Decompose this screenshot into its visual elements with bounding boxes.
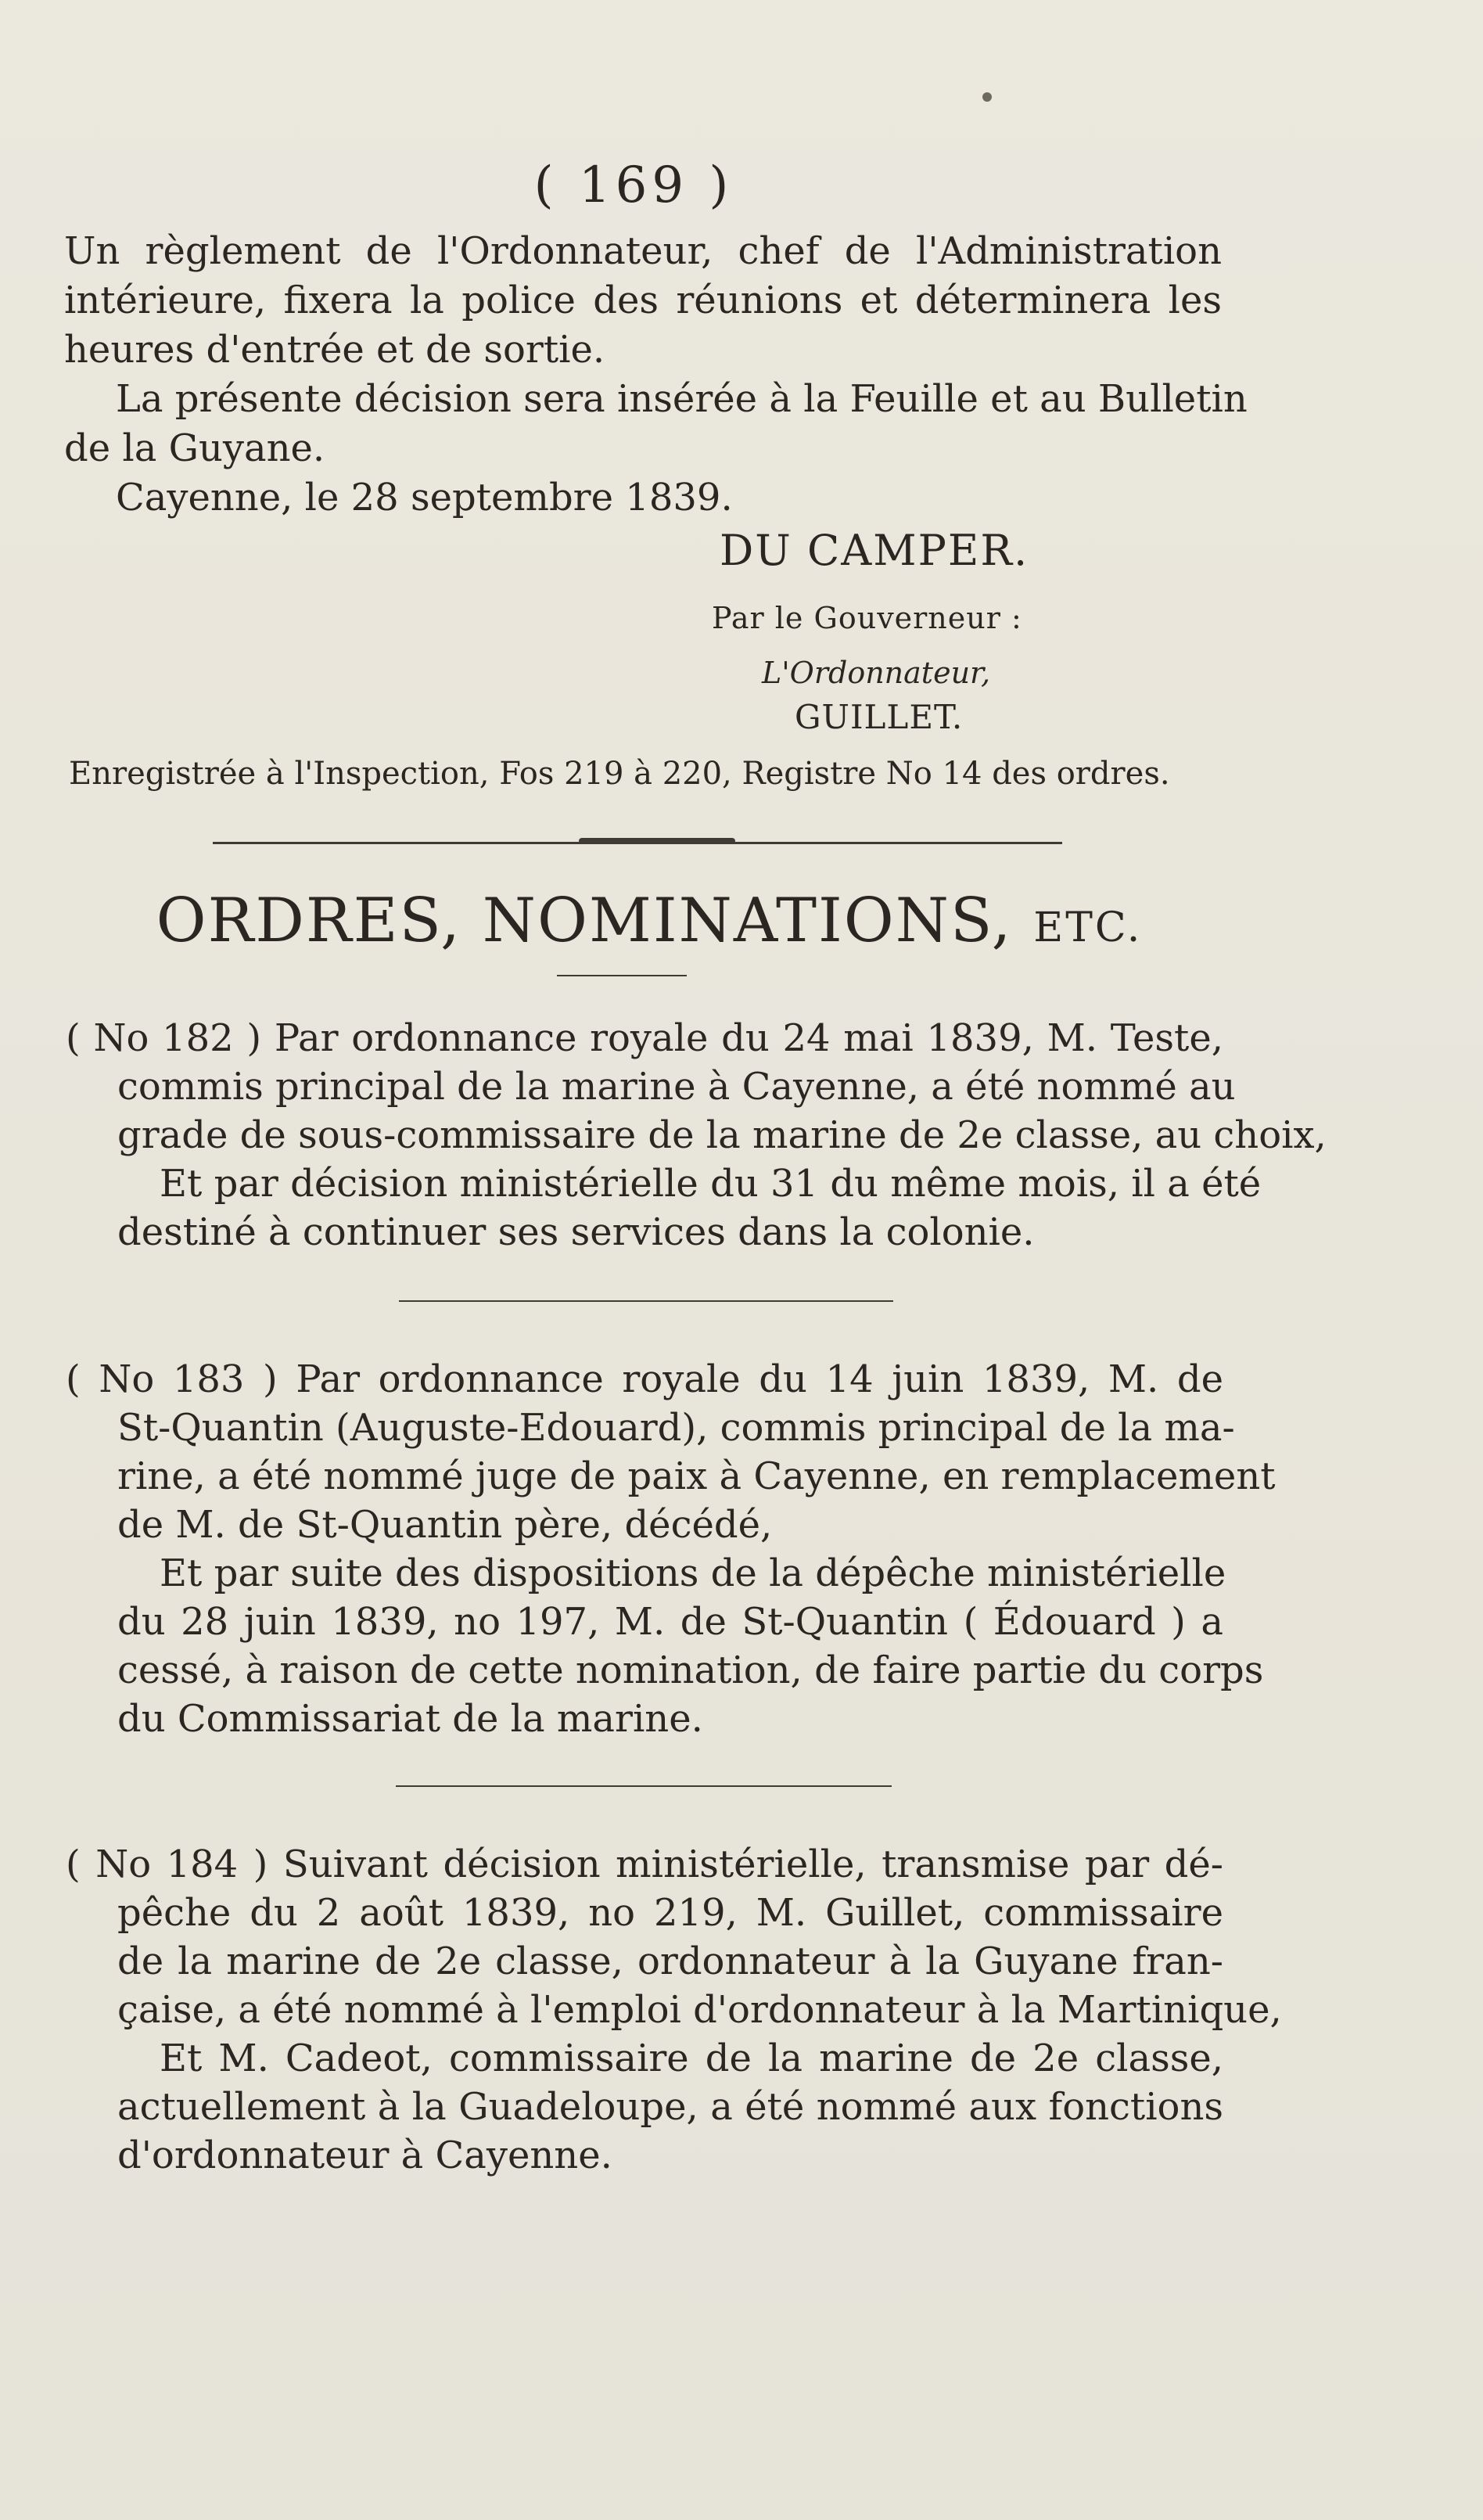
entry-184 <box>66 1840 1282 2180</box>
signature-by-line: Par le Gouverneur : <box>712 601 1022 635</box>
signature-role: L'Ordonnateur, <box>762 656 991 690</box>
section-title <box>0 886 1298 956</box>
registration-note: Enregistrée à l'Inspection, Fos 219 à 220, Registre No 14 des ordres. <box>69 756 1170 792</box>
date-line: Cayenne, le 28 septembre 1839. <box>116 476 733 519</box>
entry-line: grade de sous-commissaire de la marine de 2e classe, au choix, <box>117 1113 1327 1157</box>
insert-line: de la Guyane. <box>64 426 325 470</box>
intro-line: intérieure, fixera la police des réunions et déterminera les <box>64 279 1222 322</box>
entry-line: ( No 183 ) Par ordonnance royale du 14 juin 1839, M. de <box>66 1357 1223 1401</box>
section-title-small: ETC. <box>1033 904 1143 951</box>
entry-line: du 28 juin 1839, no 197, M. de St-Quantin ( Édouard ) a <box>117 1600 1223 1644</box>
ornamental-divider-center <box>579 838 735 844</box>
entry-line: de M. de St-Quantin père, décédé, <box>117 1503 773 1547</box>
section-divider <box>396 1785 892 1787</box>
entry-line: ( No 182 ) Par ordonnance royale du 24 mai 1839, M. Teste, <box>66 1016 1223 1060</box>
title-underline <box>557 975 687 976</box>
intro-line: heures d'entrée et de sortie. <box>64 328 605 372</box>
entry-line: Et par décision ministérielle du 31 du même mois, il a été <box>160 1162 1262 1206</box>
entry-line: du Commissariat de la marine. <box>117 1697 703 1741</box>
entry-183 <box>66 1355 1276 1743</box>
section-divider <box>399 1300 893 1302</box>
entry-line: commis principal de la marine à Cayenne, a été nommé au <box>117 1065 1236 1109</box>
entry-line: de la marine de 2e classe, ordonnateur à la Guyane fran- <box>117 1939 1223 1983</box>
entry-line: ( No 184 ) Suivant décision ministérielle, transmise par dé- <box>66 1842 1223 1886</box>
entry-182 <box>66 1014 1327 1256</box>
intro-paragraph <box>64 227 1248 523</box>
entry-line: St-Quantin (Auguste-Edouard), commis principal de la ma- <box>117 1406 1235 1450</box>
intro-line: Un règlement de l'Ordonnateur, chef de l'Administration <box>64 229 1222 273</box>
ink-spot <box>982 92 992 102</box>
insert-line: La présente décision sera insérée à la Feuille et au Bulletin <box>116 377 1248 421</box>
entry-line: pêche du 2 août 1839, no 219, M. Guillet, commissaire <box>117 1891 1223 1935</box>
entry-line: Et M. Cadeot, commissaire de la marine de 2e classe, <box>160 2036 1223 2080</box>
entry-line: Et par suite des dispositions de la dépêche ministérielle <box>160 1551 1226 1595</box>
signature-signer: GUILLET. <box>795 698 964 736</box>
page-number: ( 169 ) <box>533 156 734 214</box>
entry-line: çaise, a été nommé à l'emploi d'ordonnateur à la Martinique, <box>117 1988 1282 2032</box>
signature-name: DU CAMPER. <box>720 526 1029 575</box>
entry-line: destiné à continuer ses services dans la colonie. <box>117 1210 1035 1254</box>
entry-line: d'ordonnateur à Cayenne. <box>117 2134 612 2177</box>
section-title-main: ORDRES, NOMINATIONS, <box>156 886 1013 956</box>
entry-line: actuellement à la Guadeloupe, a été nommé aux fonctions <box>117 2085 1223 2129</box>
entry-line: rine, a été nommé juge de paix à Cayenne, en remplacement <box>117 1454 1276 1498</box>
entry-line: cessé, à raison de cette nomination, de faire partie du corps <box>117 1648 1264 1692</box>
